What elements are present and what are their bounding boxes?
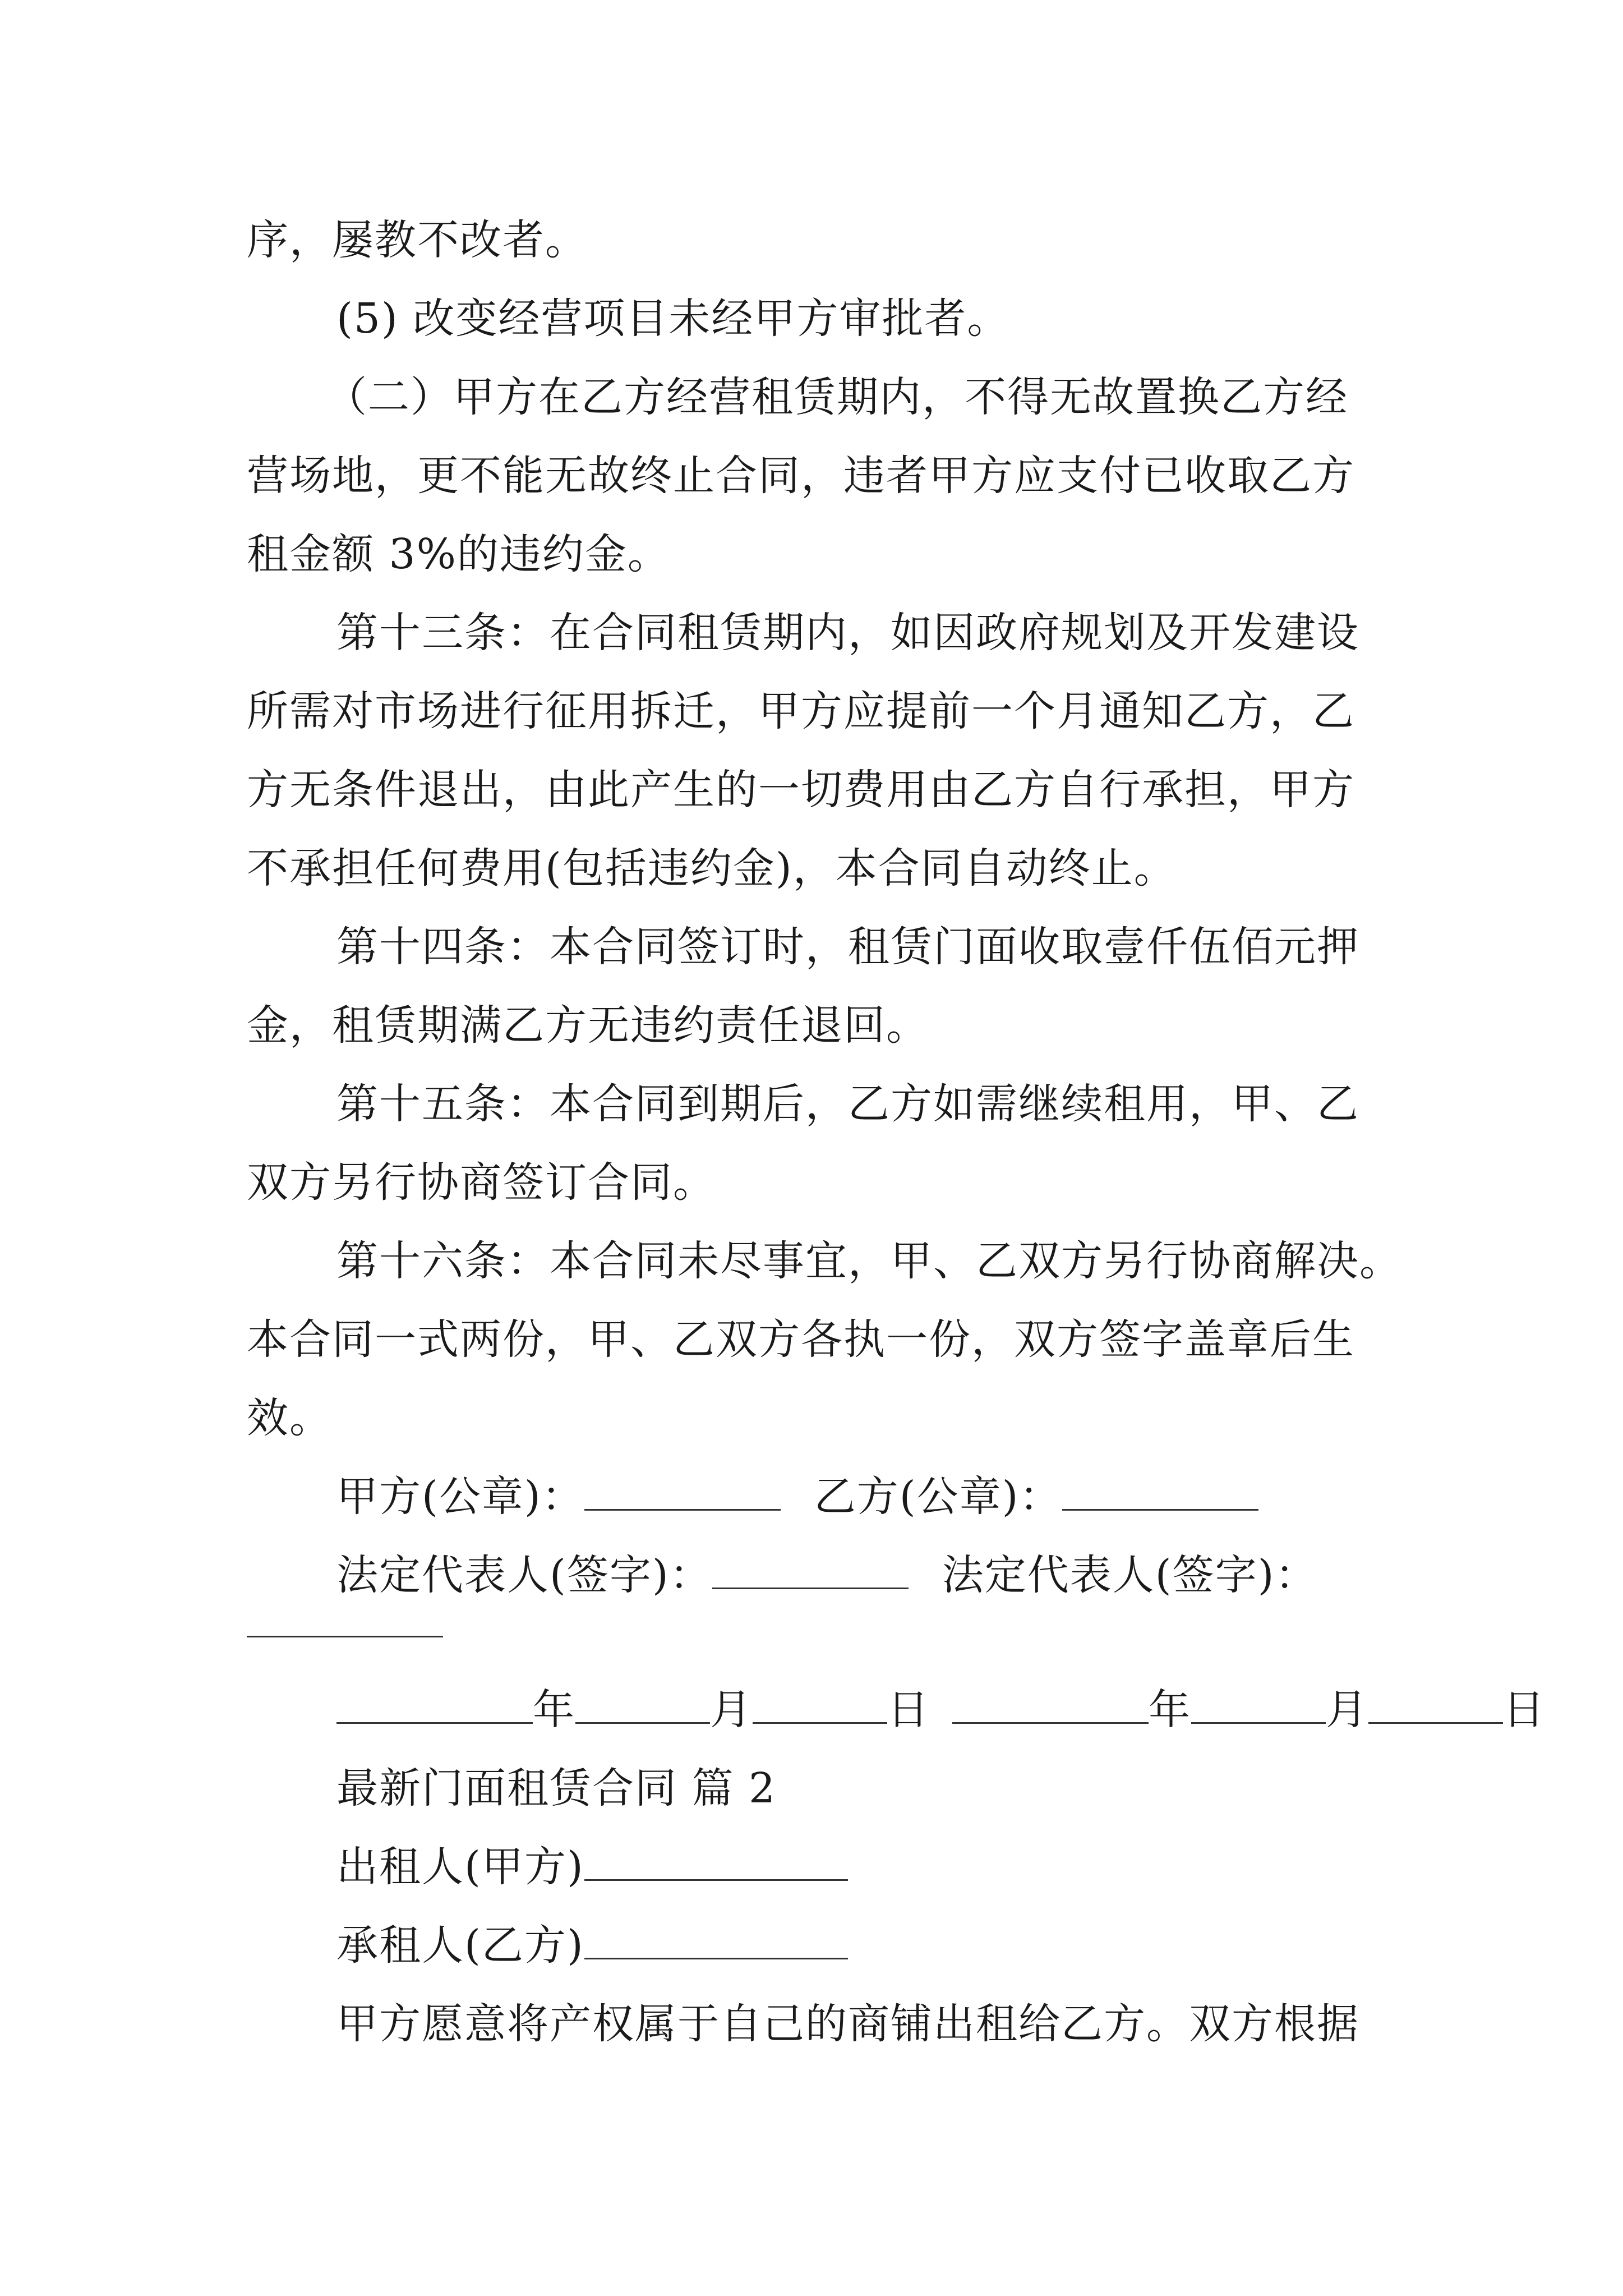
day-b-blank[interactable] [1368, 1682, 1503, 1724]
year-a-label: 年 [533, 1686, 575, 1734]
paragraph-line: 双方另行协商签订合同。 [247, 1158, 716, 1207]
rep-a-blank[interactable] [712, 1547, 909, 1589]
paragraph-line: 方无条件退出，由此产生的一切费用由乙方自行承担，甲方 [247, 766, 1355, 814]
year-b-blank[interactable] [952, 1682, 1149, 1724]
month-b-blank[interactable] [1191, 1682, 1326, 1724]
lessee-blank[interactable] [584, 1917, 848, 1959]
year-a-blank[interactable] [336, 1682, 533, 1724]
seal-line [336, 1469, 1481, 1525]
date-line [336, 1682, 1546, 1738]
paragraph-line: （二）甲方在乙方经营租赁期内，不得无故置换乙方经 [325, 373, 1348, 421]
paragraph-line: 序，屡教不改者。 [247, 216, 588, 264]
paragraph-line: 第十六条：本合同未尽事宜，甲、乙双方另行协商解决。 [336, 1237, 1402, 1285]
paragraph-line: 不承担任何费用(包括违约金)，本合同自动终止。 [247, 844, 1177, 892]
lessor-blank[interactable] [584, 1839, 848, 1881]
day-a-blank[interactable] [753, 1682, 887, 1724]
paragraph-line: 第十五条：本合同到期后，乙方如需继续租用，甲、乙 [336, 1080, 1359, 1128]
paragraph-line: (5) 改变经营项目未经甲方审批者。 [336, 295, 1010, 343]
party-b-seal-label: 乙方(公章)： [814, 1473, 1062, 1521]
section-title: 最新门面租赁合同 篇 2 [336, 1764, 777, 1812]
party-a-seal-label: 甲方(公章)： [336, 1473, 584, 1521]
paragraph-line: 效。 [247, 1394, 332, 1442]
paragraph-line: 第十三条：在合同租赁期内，如因政府规划及开发建设 [336, 609, 1359, 657]
intro-line: 甲方愿意将产权属于自己的商铺出租给乙方。双方根据 [336, 2000, 1359, 2048]
lessor-line [336, 1839, 1481, 1895]
representative-line [336, 1547, 1481, 1603]
rep-b-label: 法定代表人(签字)： [942, 1551, 1318, 1599]
party-a-seal-blank[interactable] [584, 1469, 781, 1511]
lessee-line [336, 1917, 1481, 1973]
rep-a-label: 法定代表人(签字)： [336, 1551, 712, 1599]
paragraph-line: 第十四条：本合同签订时，租赁门面收取壹仟伍佰元押 [336, 923, 1359, 971]
lessor-label: 出租人(甲方) [336, 1843, 584, 1891]
month-a-label: 月 [710, 1686, 753, 1734]
paragraph-line: 金，租赁期满乙方无违约责任退回。 [247, 1001, 929, 1050]
month-b-label: 月 [1326, 1686, 1368, 1734]
day-a-label: 日 [887, 1686, 930, 1734]
paragraph-line: 租金额 3%的违约金。 [247, 530, 670, 578]
paragraph-line: 本合同一式两份，甲、乙双方各执一份，双方签字盖章后生 [247, 1315, 1355, 1364]
rep-b-blank[interactable] [247, 1635, 443, 1637]
party-b-seal-blank[interactable] [1062, 1469, 1258, 1511]
lessee-label: 承租人(乙方) [336, 1921, 584, 1970]
paragraph-line: 所需对市场进行征用拆迁，甲方应提前一个月通知乙方，乙 [247, 687, 1355, 735]
paragraph-line: 营场地，更不能无故终止合同，违者甲方应支付已收取乙方 [247, 452, 1355, 500]
day-b-label: 日 [1503, 1686, 1546, 1734]
year-b-label: 年 [1149, 1686, 1191, 1734]
month-a-blank[interactable] [575, 1682, 710, 1724]
